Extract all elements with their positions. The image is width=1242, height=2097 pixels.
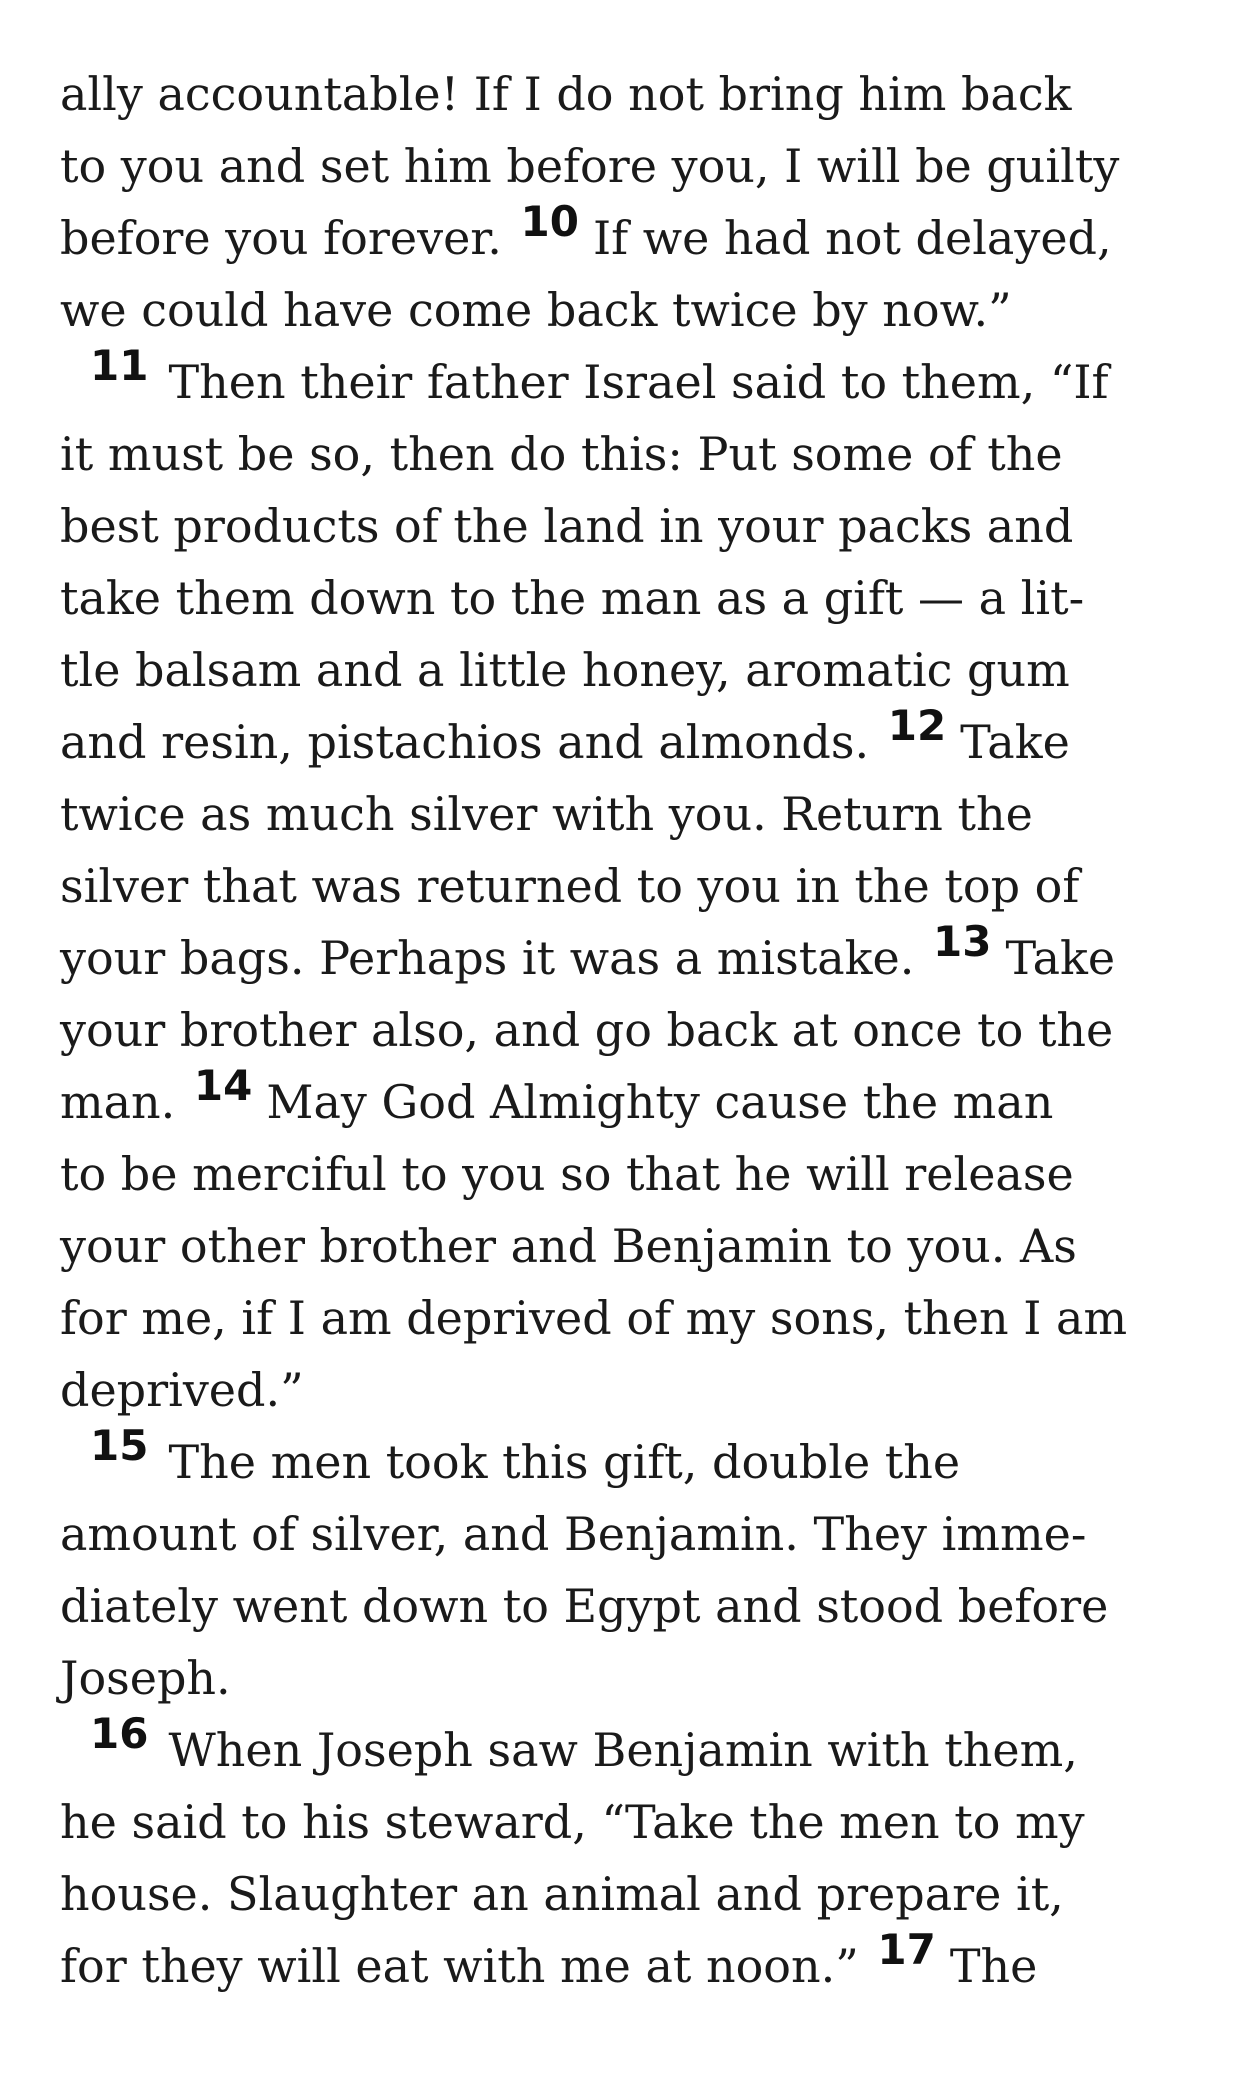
verse-text: When Joseph saw Benjamin with them, bbox=[168, 1723, 1078, 1777]
verse-text: and resin, pistachios and almonds. bbox=[60, 715, 884, 769]
verse-text: we could have come back twice by now.” bbox=[60, 283, 1012, 337]
verse-text: The bbox=[949, 1939, 1038, 1993]
verse-text: Then their father Israel said to them, “If bbox=[168, 355, 1109, 409]
verse-text: The men took this gift, double the bbox=[168, 1435, 961, 1489]
text-line bbox=[60, 197, 1190, 274]
verse-text: your other brother and Benjamin to you. As bbox=[60, 1219, 1077, 1273]
text-line bbox=[60, 634, 1190, 706]
verse-text: to you and set him before you, I will be guilty bbox=[60, 139, 1120, 193]
verse-text: Take bbox=[960, 715, 1070, 769]
text-line bbox=[60, 917, 1190, 994]
verse-text: ally accountable! If I do not bring him back bbox=[60, 67, 1072, 121]
verse-text: it must be so, then do this: Put some of the bbox=[60, 427, 1063, 481]
text-line bbox=[60, 1786, 1190, 1858]
text-line bbox=[60, 1282, 1190, 1354]
text-line bbox=[60, 1421, 1190, 1498]
text-line bbox=[60, 994, 1190, 1066]
verse-text: amount of silver, and Benjamin. They imme- bbox=[60, 1507, 1087, 1561]
verse-text: diately went down to Egypt and stood before bbox=[60, 1579, 1109, 1633]
verse-text: for they will eat with me at noon.” bbox=[60, 1939, 874, 1993]
verse-text: your bags. Perhaps it was a mistake. bbox=[60, 931, 929, 985]
text-line bbox=[60, 1061, 1190, 1138]
text-line bbox=[60, 1570, 1190, 1642]
text-line bbox=[60, 778, 1190, 850]
verse-text: your brother also, and go back at once to the bbox=[60, 1003, 1114, 1057]
verse-number: 14 bbox=[193, 1061, 253, 1110]
text-line bbox=[60, 562, 1190, 634]
verse-text: Joseph. bbox=[60, 1651, 231, 1705]
verse-text: deprived.” bbox=[60, 1363, 304, 1417]
text-line bbox=[60, 1709, 1190, 1786]
scripture-text-page bbox=[60, 58, 1190, 2002]
verse-number: 10 bbox=[520, 197, 579, 246]
verse-text: Take bbox=[1005, 931, 1116, 985]
verse-number: 13 bbox=[933, 917, 992, 966]
text-line bbox=[60, 418, 1190, 490]
verse-text: before you forever. bbox=[60, 211, 517, 265]
verse-text: tle balsam and a little honey, aromatic gum bbox=[60, 643, 1070, 697]
text-line bbox=[60, 1138, 1190, 1210]
text-line bbox=[60, 130, 1190, 202]
verse-text: he said to his steward, “Take the men to my bbox=[60, 1795, 1085, 1849]
verse-text: to be merciful to you so that he will release bbox=[60, 1147, 1074, 1201]
verse-text: take them down to the man as a gift — a lit- bbox=[60, 571, 1085, 625]
text-line bbox=[60, 274, 1190, 346]
text-line bbox=[60, 341, 1190, 418]
verse-text: If we had not delayed, bbox=[592, 211, 1112, 265]
verse-text: best products of the land in your packs and bbox=[60, 499, 1074, 553]
text-line bbox=[60, 1925, 1190, 2002]
text-line bbox=[60, 58, 1190, 130]
verse-text: for me, if I am deprived of my sons, then I am bbox=[60, 1291, 1128, 1345]
verse-number: 11 bbox=[90, 341, 149, 390]
verse-number: 12 bbox=[887, 701, 947, 750]
verse-number: 16 bbox=[90, 1709, 149, 1758]
text-line bbox=[60, 850, 1190, 922]
verse-text: twice as much silver with you. Return the bbox=[60, 787, 1033, 841]
verse-number: 17 bbox=[877, 1925, 936, 1974]
text-line bbox=[60, 1498, 1190, 1570]
text-line bbox=[60, 1642, 1190, 1714]
text-line bbox=[60, 1354, 1190, 1426]
verse-text: man. bbox=[60, 1075, 190, 1129]
verse-text: May God Almighty cause the man bbox=[266, 1075, 1054, 1129]
verse-text: silver that was returned to you in the top of bbox=[60, 859, 1080, 913]
text-line bbox=[60, 1210, 1190, 1282]
verse-text: house. Slaughter an animal and prepare it, bbox=[60, 1867, 1064, 1921]
text-line bbox=[60, 1858, 1190, 1930]
verse-number: 15 bbox=[90, 1421, 149, 1470]
text-line bbox=[60, 701, 1190, 778]
text-line bbox=[60, 490, 1190, 562]
